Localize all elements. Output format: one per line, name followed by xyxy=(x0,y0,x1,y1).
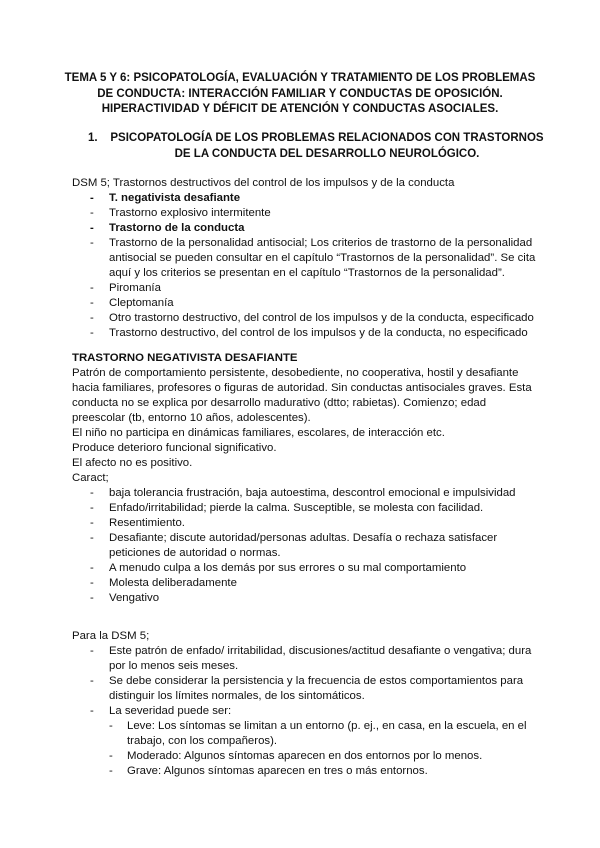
list-item: - Trastorno destructivo, del control de los impulsos y de la conducta, no especificado xyxy=(72,326,540,341)
list-item: - Resentimiento. xyxy=(72,516,540,531)
list-item xyxy=(72,704,540,779)
severity-label: La severidad puede ser: xyxy=(109,705,232,717)
list-item: - Moderado: Algunos síntomas aparecen en dos entornos por lo menos. xyxy=(109,749,540,764)
severity-list xyxy=(109,719,540,779)
list-item: - Otro trastorno destructivo, del control de los impulsos y de la conducta, especificado xyxy=(72,311,540,326)
disorders-list xyxy=(72,191,540,341)
list-item: - Se debe considerar la persistencia y la frecuencia de estos comportamientos para distinguir los límites normales, de los sintomáticos. xyxy=(72,674,540,704)
list-item: - Cleptomanía xyxy=(72,296,540,311)
tnd-paragraph: Produce deterioro funcional significativo. xyxy=(72,442,277,454)
list-item: - Trastorno de la conducta xyxy=(72,221,540,236)
list-item: - Molesta deliberadamente xyxy=(72,576,540,591)
list-item: - Vengativo xyxy=(72,591,540,606)
section-heading-text: PSICOPATOLOGÍA DE LOS PROBLEMAS RELACIONADOS CON TRASTORNOS DE LA CONDUCTA DEL DESARROLLO NEUROLÓGICO. xyxy=(110,132,544,160)
list-item: - Grave: Algunos síntomas aparecen en tres o más entornos. xyxy=(109,764,540,779)
characteristics-list xyxy=(72,486,540,606)
document-title: TEMA 5 Y 6: PSICOPATOLOGÍA, EVALUACIÓN Y TRATAMIENTO DE LOS PROBLEMAS DE CONDUCTA: INTERACCIÓN FAMILIAR Y CONDUCTAS DE OPOSICIÓN. HIPERACTIVIDAD Y DÉFICIT DE ATENCIÓN Y CONDUCTAS ASOCIALES. xyxy=(64,72,536,115)
dsm-intro: DSM 5; Trastornos destructivos del control de los impulsos y de la conducta xyxy=(72,177,455,189)
section-heading xyxy=(88,131,548,162)
list-item: - Desafiante; discute autoridad/personas adultas. Desafía o rechaza satisfacer peticiones de autoridad o normas. xyxy=(72,531,540,561)
list-item: - baja tolerancia frustración, baja autoestima, descontrol emocional e impulsividad xyxy=(72,486,540,501)
tnd-paragraph: Caract; xyxy=(72,472,109,484)
tnd-block xyxy=(72,351,540,606)
list-item: - Piromanía xyxy=(72,281,540,296)
list-item: - Leve: Los síntomas se limitan a un entorno (p. ej., en casa, en la escuela, en el trabajo, con los compañeros). xyxy=(109,719,540,749)
section-number: 1. xyxy=(88,132,98,144)
tnd-paragraph: Patrón de comportamiento persistente, desobediente, no cooperativa, hostil y desafiante hacia familiares, profesores o figuras de autoridad. Sin conductas antisociales graves. Esta conducta no se explica por desarrollo madurativo (dtto; rabietas). Comienzo; edad preescolar (tb, entorno 10 años, adolescentes). xyxy=(72,367,532,424)
dsm5-intro: Para la DSM 5; xyxy=(72,630,150,642)
list-item: - A menudo culpa a los demás por sus errores o su mal comportamiento xyxy=(72,561,540,576)
list-item: - Este patrón de enfado/ irritabilidad, discusiones/actitud desafiante o vengativa; dura por lo menos seis meses. xyxy=(72,644,540,674)
dsm5-block xyxy=(72,629,540,779)
list-item: - Enfado/irritabilidad; pierde la calma. Susceptible, se molesta con facilidad. xyxy=(72,501,540,516)
dsm-disorders-block xyxy=(72,176,540,341)
list-item: - Trastorno de la personalidad antisocial; Los criterios de trastorno de la personalidad antisocial se pueden consultar en el capítulo “Trastornos de la personalidad”. Se cita aquí y los criterios se presentan en el capítulo “Trastornos de la personalidad”. xyxy=(72,236,540,281)
tnd-heading: TRASTORNO NEGATIVISTA DESAFIANTE xyxy=(72,352,298,364)
list-item: - T. negativista desafiante xyxy=(72,191,540,206)
tnd-paragraph: El niño no participa en dinámicas familiares, escolares, de interacción etc. xyxy=(72,427,445,439)
tnd-paragraph: El afecto no es positivo. xyxy=(72,457,193,469)
dsm5-list xyxy=(72,644,540,779)
list-item: - Trastorno explosivo intermitente xyxy=(72,206,540,221)
